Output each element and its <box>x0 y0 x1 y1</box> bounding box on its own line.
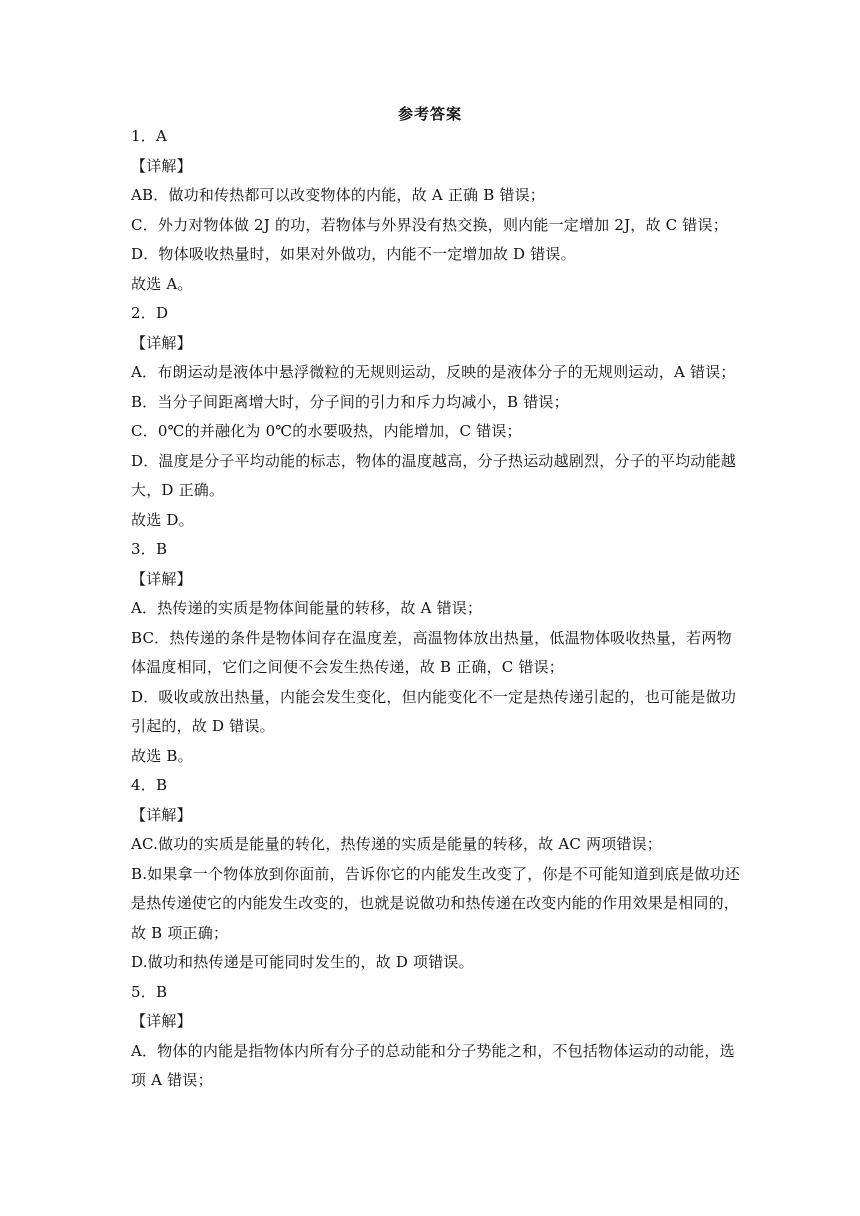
text-line: D．吸收或放出热量，内能会发生变化，但内能变化不一定是热传递引起的，也可能是做功 <box>131 687 737 706</box>
text-line: 3．B <box>131 540 168 558</box>
text-line: B.如果拿一个物体放到你面前，告诉你它的内能发生改变了，你是不可能知道到底是做功还 <box>131 864 740 883</box>
text-line: 项 A 错误； <box>131 1071 213 1089</box>
text-line: 5．B <box>131 982 168 1001</box>
text-line: 【详解】 <box>131 805 192 824</box>
text-line: 【详解】 <box>131 333 192 352</box>
text-line: 故 B 项正确； <box>131 923 229 942</box>
text-line: 故选 A。 <box>131 274 193 293</box>
text-line: 故选 D。 <box>131 510 194 529</box>
text-line: D．物体吸收热量时，如果对外做功，内能不一定增加故 D 错误。 <box>131 245 576 263</box>
text-line: 体温度相同，它们之间便不会发生热传递，故 B 正确，C 错误； <box>131 658 565 676</box>
text-line: 2．D <box>131 304 169 322</box>
text-line: 【详解】 <box>131 156 192 175</box>
text-line: 故选 B。 <box>131 746 193 765</box>
text-line: 是热传递使它的内能发生改变的，也就是说做功和热传递在改变内能的作用效果是相同的， <box>131 894 740 912</box>
text-line: A．布朗运动是液体中悬浮微粒的无规则运动，反映的是液体分子的无规则运动，A 错误； <box>131 363 736 381</box>
text-line: C．外力对物体做 2J 的功，若物体与外界没有热交换，则内能一定增加 2J，故 C 错误； <box>131 215 728 234</box>
text-line: 大，D 正确。 <box>131 481 225 499</box>
text-line: AC.做功的实质是能量的转化，热传递的实质是能量的转移，故 AC 两项错误； <box>131 835 662 853</box>
text-line: B．当分子间距离增大时，分子间的引力和斥力均减小，B 错误； <box>131 392 569 411</box>
answer-content <box>131 122 740 1096</box>
text-line: A．物体的内能是指物体内所有分子的总动能和分子势能之和，不包括物体运动的动能，选 <box>131 1041 735 1060</box>
text-line: A．热传递的实质是物体间能量的转移，故 A 错误； <box>131 599 483 617</box>
page-title: 参考答案 <box>397 105 462 123</box>
text-line: 1．A <box>131 127 167 145</box>
text-line: C．0℃的并融化为 0℃的水要吸热，内能增加，C 错误； <box>131 422 522 440</box>
text-line: BC．热传递的条件是物体间存在温度差，高温物体放出热量，低温物体吸收热量，若两物 <box>131 628 732 647</box>
text-line: D.做功和热传递是可能同时发生的，故 D 项错误。 <box>131 953 474 971</box>
text-line: 引起的，故 D 错误。 <box>131 717 275 735</box>
text-line: AB．做功和传热都可以改变物体的内能，故 A 正确 B 错误； <box>131 186 545 204</box>
text-line: 【详解】 <box>131 569 192 588</box>
text-line: 4．B <box>131 776 168 794</box>
text-line: D．温度是分子平均动能的标志，物体的温度越高，分子热运动越剧烈，分子的平均动能越 <box>131 451 737 470</box>
text-line: 【详解】 <box>131 1012 192 1030</box>
